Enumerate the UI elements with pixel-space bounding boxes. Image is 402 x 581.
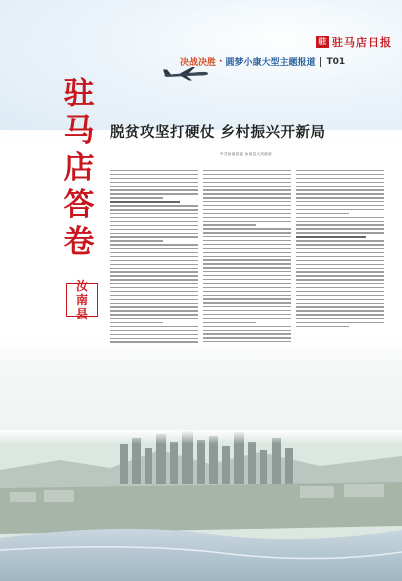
- header-segment-a: 决战决胜: [180, 58, 217, 68]
- header-dot: ·: [219, 56, 223, 67]
- vertical-title-char: 驻: [63, 76, 95, 112]
- vertical-title: [60, 76, 98, 261]
- header-segment-c: 圆梦小康大型主题报道: [225, 58, 316, 68]
- county-seal-char: 南: [75, 293, 88, 307]
- byline: 中共汝南县委 汝南县人民政府: [220, 152, 273, 156]
- vertical-title-char: 答: [63, 187, 95, 223]
- masthead-logo: [316, 34, 392, 50]
- masthead-text: 驻马店日报: [332, 36, 392, 49]
- article-column-1: [110, 170, 198, 355]
- page-label: T01: [326, 56, 346, 67]
- airplane-icon: [162, 66, 210, 82]
- vertical-title-char: 店: [63, 150, 95, 186]
- vertical-title-char: 卷: [63, 224, 95, 260]
- article-column-2: [203, 170, 291, 355]
- article-column-3: [296, 170, 384, 345]
- county-seal-char: 县: [75, 307, 88, 321]
- newspaper-logo-icon: 驻: [316, 36, 329, 48]
- city-skyline-photo: [0, 430, 402, 581]
- page-headline: 脱贫攻坚打硬仗 乡村振兴开新局: [110, 124, 326, 141]
- county-seal-char: 汝: [75, 279, 88, 293]
- county-seal: [66, 279, 98, 321]
- header-divider: [320, 57, 321, 67]
- vertical-title-char: 马: [63, 113, 95, 149]
